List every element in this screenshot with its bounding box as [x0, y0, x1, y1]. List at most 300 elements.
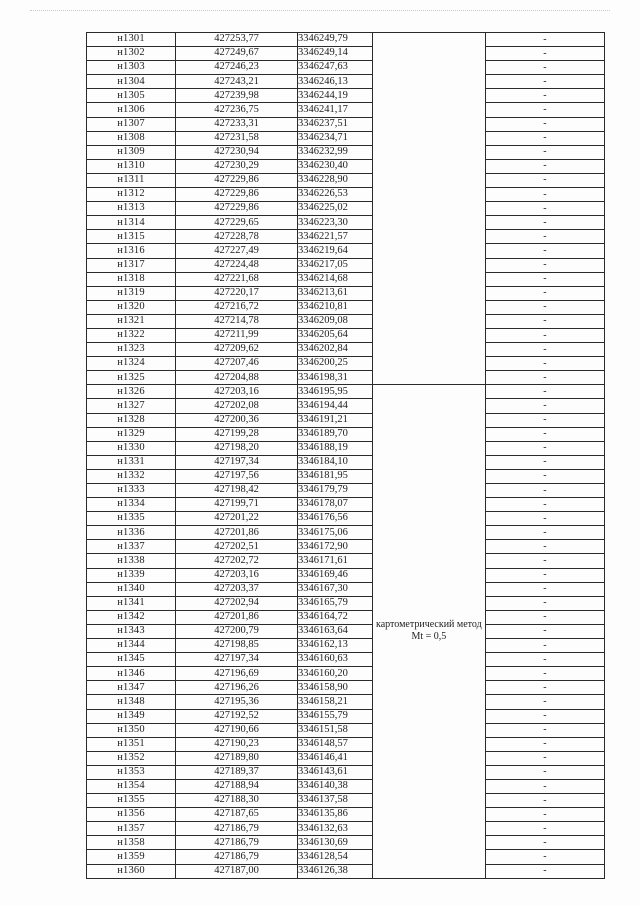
table-row	[87, 75, 605, 89]
table-row	[87, 188, 605, 202]
table-row	[87, 343, 605, 357]
y-coordinate-cell: 3346137,58	[298, 794, 373, 808]
y-coordinate-cell: 3346189,70	[298, 427, 373, 441]
y-coordinate-cell: 3346178,07	[298, 498, 373, 512]
y-coordinate-cell: 3346230,40	[298, 159, 373, 173]
x-coordinate-cell: 427253,77	[176, 33, 298, 47]
y-coordinate-cell: 3346167,30	[298, 582, 373, 596]
y-coordinate-cell: 3346228,90	[298, 173, 373, 187]
point-name-cell: н1346	[87, 667, 176, 681]
note-cell: -	[485, 328, 604, 342]
point-name-cell: н1354	[87, 779, 176, 793]
point-name-cell: н1331	[87, 455, 176, 469]
table-row	[87, 751, 605, 765]
y-coordinate-cell: 3346249,14	[298, 47, 373, 61]
note-cell: -	[485, 667, 604, 681]
x-coordinate-cell: 427192,52	[176, 709, 298, 723]
point-name-cell: н1353	[87, 765, 176, 779]
note-cell: -	[485, 202, 604, 216]
note-cell: -	[485, 822, 604, 836]
y-coordinate-cell: 3346195,95	[298, 385, 373, 399]
point-name-cell: н1312	[87, 188, 176, 202]
table-row	[87, 131, 605, 145]
table-row	[87, 216, 605, 230]
point-name-cell: н1335	[87, 512, 176, 526]
y-coordinate-cell: 3346205,64	[298, 328, 373, 342]
table-row	[87, 61, 605, 75]
x-coordinate-cell: 427243,21	[176, 75, 298, 89]
coordinates-table	[86, 32, 605, 879]
note-cell: -	[485, 526, 604, 540]
x-coordinate-cell: 427201,22	[176, 512, 298, 526]
note-cell: -	[485, 568, 604, 582]
point-name-cell: н1324	[87, 357, 176, 371]
x-coordinate-cell: 427207,46	[176, 357, 298, 371]
point-name-cell: н1328	[87, 413, 176, 427]
x-coordinate-cell: 427239,98	[176, 89, 298, 103]
x-coordinate-cell: 427197,56	[176, 469, 298, 483]
table-row	[87, 455, 605, 469]
y-coordinate-cell: 3346221,57	[298, 230, 373, 244]
note-cell: -	[485, 300, 604, 314]
table-row	[87, 244, 605, 258]
note-cell: -	[485, 441, 604, 455]
note-cell: -	[485, 230, 604, 244]
table-row	[87, 765, 605, 779]
x-coordinate-cell: 427198,20	[176, 441, 298, 455]
point-name-cell: н1338	[87, 554, 176, 568]
y-coordinate-cell: 3346130,69	[298, 836, 373, 850]
x-coordinate-cell: 427200,36	[176, 413, 298, 427]
note-cell: -	[485, 751, 604, 765]
note-cell: -	[485, 779, 604, 793]
table-row	[87, 117, 605, 131]
x-coordinate-cell: 427221,68	[176, 272, 298, 286]
y-coordinate-cell: 3346194,44	[298, 399, 373, 413]
note-cell: -	[485, 850, 604, 864]
note-cell: -	[485, 681, 604, 695]
point-name-cell: н1323	[87, 343, 176, 357]
x-coordinate-cell: 427189,80	[176, 751, 298, 765]
point-name-cell: н1319	[87, 286, 176, 300]
x-coordinate-cell: 427187,00	[176, 864, 298, 878]
table-row	[87, 47, 605, 61]
note-cell: -	[485, 540, 604, 554]
note-cell: -	[485, 61, 604, 75]
table-row	[87, 385, 605, 399]
note-cell: -	[485, 173, 604, 187]
x-coordinate-cell: 427188,94	[176, 779, 298, 793]
y-coordinate-cell: 3346214,68	[298, 272, 373, 286]
point-name-cell: н1305	[87, 89, 176, 103]
point-name-cell: н1310	[87, 159, 176, 173]
table-row	[87, 103, 605, 117]
point-name-cell: н1321	[87, 314, 176, 328]
note-cell: -	[485, 864, 604, 878]
point-name-cell: н1348	[87, 695, 176, 709]
point-name-cell: н1352	[87, 751, 176, 765]
y-coordinate-cell: 3346217,05	[298, 258, 373, 272]
table-row	[87, 272, 605, 286]
x-coordinate-cell: 427202,08	[176, 399, 298, 413]
y-coordinate-cell: 3346165,79	[298, 596, 373, 610]
y-coordinate-cell: 3346184,10	[298, 455, 373, 469]
y-coordinate-cell: 3346158,21	[298, 695, 373, 709]
point-name-cell: н1343	[87, 624, 176, 638]
y-coordinate-cell: 3346244,19	[298, 89, 373, 103]
note-cell: -	[485, 188, 604, 202]
x-coordinate-cell: 427201,86	[176, 526, 298, 540]
y-coordinate-cell: 3346172,90	[298, 540, 373, 554]
table-row	[87, 695, 605, 709]
table-row	[87, 667, 605, 681]
table-row	[87, 723, 605, 737]
point-name-cell: н1356	[87, 808, 176, 822]
note-cell: -	[485, 413, 604, 427]
note-cell: -	[485, 244, 604, 258]
y-coordinate-cell: 3346160,63	[298, 653, 373, 667]
point-name-cell: н1341	[87, 596, 176, 610]
point-name-cell: н1309	[87, 145, 176, 159]
note-cell: -	[485, 808, 604, 822]
point-name-cell: н1316	[87, 244, 176, 258]
x-coordinate-cell: 427230,94	[176, 145, 298, 159]
point-name-cell: н1303	[87, 61, 176, 75]
x-coordinate-cell: 427236,75	[176, 103, 298, 117]
x-coordinate-cell: 427209,62	[176, 343, 298, 357]
y-coordinate-cell: 3346140,38	[298, 779, 373, 793]
table-row	[87, 159, 605, 173]
y-coordinate-cell: 3346241,17	[298, 103, 373, 117]
table-row	[87, 779, 605, 793]
x-coordinate-cell: 427189,37	[176, 765, 298, 779]
x-coordinate-cell: 427202,94	[176, 596, 298, 610]
y-coordinate-cell: 3346171,61	[298, 554, 373, 568]
point-name-cell: н1325	[87, 371, 176, 385]
table-row	[87, 610, 605, 624]
x-coordinate-cell: 427224,48	[176, 258, 298, 272]
note-cell: -	[485, 709, 604, 723]
x-coordinate-cell: 427220,17	[176, 286, 298, 300]
x-coordinate-cell: 427190,23	[176, 737, 298, 751]
y-coordinate-cell: 3346155,79	[298, 709, 373, 723]
y-coordinate-cell: 3346126,38	[298, 864, 373, 878]
table-row	[87, 639, 605, 653]
x-coordinate-cell: 427196,69	[176, 667, 298, 681]
x-coordinate-cell: 427197,34	[176, 653, 298, 667]
x-coordinate-cell: 427186,79	[176, 850, 298, 864]
note-cell: -	[485, 75, 604, 89]
point-name-cell: н1334	[87, 498, 176, 512]
y-coordinate-cell: 3346202,84	[298, 343, 373, 357]
note-cell: -	[485, 455, 604, 469]
y-coordinate-cell: 3346226,53	[298, 188, 373, 202]
table-row	[87, 371, 605, 385]
table-row	[87, 33, 605, 47]
method-text: картометрический метод Mt = 0,5	[376, 618, 482, 643]
y-coordinate-cell: 3346163,64	[298, 624, 373, 638]
point-name-cell: н1358	[87, 836, 176, 850]
x-coordinate-cell: 427202,72	[176, 554, 298, 568]
table-row	[87, 145, 605, 159]
point-name-cell: н1327	[87, 399, 176, 413]
x-coordinate-cell: 427203,16	[176, 385, 298, 399]
note-cell: -	[485, 484, 604, 498]
y-coordinate-cell: 3346128,54	[298, 850, 373, 864]
table-row	[87, 681, 605, 695]
y-coordinate-cell: 3346237,51	[298, 117, 373, 131]
point-name-cell: н1342	[87, 610, 176, 624]
x-coordinate-cell: 427229,86	[176, 202, 298, 216]
point-name-cell: н1339	[87, 568, 176, 582]
point-name-cell: н1311	[87, 173, 176, 187]
x-coordinate-cell: 427229,86	[176, 188, 298, 202]
point-name-cell: н1307	[87, 117, 176, 131]
x-coordinate-cell: 427211,99	[176, 328, 298, 342]
y-coordinate-cell: 3346223,30	[298, 216, 373, 230]
note-cell: -	[485, 89, 604, 103]
table-row	[87, 512, 605, 526]
y-coordinate-cell: 3346188,19	[298, 441, 373, 455]
x-coordinate-cell: 427227,49	[176, 244, 298, 258]
y-coordinate-cell: 3346162,13	[298, 639, 373, 653]
note-cell: -	[485, 765, 604, 779]
x-coordinate-cell: 427203,37	[176, 582, 298, 596]
note-cell: -	[485, 723, 604, 737]
table-row	[87, 596, 605, 610]
table-row	[87, 484, 605, 498]
table-row	[87, 624, 605, 638]
table-row	[87, 413, 605, 427]
x-coordinate-cell: 427229,86	[176, 173, 298, 187]
y-coordinate-cell: 3346247,63	[298, 61, 373, 75]
point-name-cell: н1351	[87, 737, 176, 751]
point-name-cell: н1314	[87, 216, 176, 230]
note-cell: -	[485, 216, 604, 230]
point-name-cell: н1360	[87, 864, 176, 878]
point-name-cell: н1347	[87, 681, 176, 695]
note-cell: -	[485, 498, 604, 512]
x-coordinate-cell: 427188,30	[176, 794, 298, 808]
table-row	[87, 399, 605, 413]
point-name-cell: н1350	[87, 723, 176, 737]
point-name-cell: н1359	[87, 850, 176, 864]
note-cell: -	[485, 343, 604, 357]
table-row	[87, 173, 605, 187]
x-coordinate-cell: 427186,79	[176, 836, 298, 850]
point-name-cell: н1301	[87, 33, 176, 47]
note-cell: -	[485, 469, 604, 483]
table-row	[87, 568, 605, 582]
y-coordinate-cell: 3346198,31	[298, 371, 373, 385]
table-row	[87, 864, 605, 878]
y-coordinate-cell: 3346249,79	[298, 33, 373, 47]
note-cell: -	[485, 582, 604, 596]
note-cell: -	[485, 103, 604, 117]
point-name-cell: н1315	[87, 230, 176, 244]
y-coordinate-cell: 3346143,61	[298, 765, 373, 779]
table-row	[87, 794, 605, 808]
table-row	[87, 314, 605, 328]
point-name-cell: н1318	[87, 272, 176, 286]
y-coordinate-cell: 3346200,25	[298, 357, 373, 371]
note-cell: -	[485, 131, 604, 145]
table-row	[87, 526, 605, 540]
x-coordinate-cell: 427228,78	[176, 230, 298, 244]
y-coordinate-cell: 3346132,63	[298, 822, 373, 836]
table-row	[87, 850, 605, 864]
point-name-cell: н1320	[87, 300, 176, 314]
note-cell: -	[485, 145, 604, 159]
note-cell: -	[485, 272, 604, 286]
note-cell: -	[485, 610, 604, 624]
note-cell: -	[485, 371, 604, 385]
y-coordinate-cell: 3346146,41	[298, 751, 373, 765]
note-cell: -	[485, 47, 604, 61]
y-coordinate-cell: 3346213,61	[298, 286, 373, 300]
note-cell: -	[485, 159, 604, 173]
x-coordinate-cell: 427246,23	[176, 61, 298, 75]
table-row	[87, 808, 605, 822]
y-coordinate-cell: 3346181,95	[298, 469, 373, 483]
note-cell: -	[485, 314, 604, 328]
y-coordinate-cell: 3346234,71	[298, 131, 373, 145]
note-cell: -	[485, 512, 604, 526]
table-row	[87, 286, 605, 300]
note-cell: -	[485, 836, 604, 850]
x-coordinate-cell: 427199,28	[176, 427, 298, 441]
point-name-cell: н1317	[87, 258, 176, 272]
y-coordinate-cell: 3346135,86	[298, 808, 373, 822]
method-cell-upper	[372, 33, 485, 385]
table-row	[87, 230, 605, 244]
note-cell: -	[485, 357, 604, 371]
table-row	[87, 427, 605, 441]
note-cell: -	[485, 624, 604, 638]
table-row	[87, 836, 605, 850]
y-coordinate-cell: 3346209,08	[298, 314, 373, 328]
note-cell: -	[485, 794, 604, 808]
table-row	[87, 737, 605, 751]
y-coordinate-cell: 3346158,90	[298, 681, 373, 695]
x-coordinate-cell: 427204,88	[176, 371, 298, 385]
point-name-cell: н1326	[87, 385, 176, 399]
table-row	[87, 822, 605, 836]
point-name-cell: н1302	[87, 47, 176, 61]
note-cell: -	[485, 258, 604, 272]
table-row	[87, 300, 605, 314]
table-row	[87, 328, 605, 342]
point-name-cell: н1355	[87, 794, 176, 808]
point-name-cell: н1306	[87, 103, 176, 117]
x-coordinate-cell: 427214,78	[176, 314, 298, 328]
x-coordinate-cell: 427198,85	[176, 639, 298, 653]
note-cell: -	[485, 596, 604, 610]
point-name-cell: н1337	[87, 540, 176, 554]
y-coordinate-cell: 3346148,57	[298, 737, 373, 751]
point-name-cell: н1329	[87, 427, 176, 441]
y-coordinate-cell: 3346179,79	[298, 484, 373, 498]
note-cell: -	[485, 737, 604, 751]
x-coordinate-cell: 427196,26	[176, 681, 298, 695]
table-row	[87, 441, 605, 455]
x-coordinate-cell: 427216,72	[176, 300, 298, 314]
x-coordinate-cell: 427249,67	[176, 47, 298, 61]
y-coordinate-cell: 3346175,06	[298, 526, 373, 540]
note-cell: -	[485, 33, 604, 47]
note-cell: -	[485, 695, 604, 709]
scan-artifact-line	[30, 10, 610, 15]
method-cell-lower	[372, 385, 485, 878]
point-name-cell: н1330	[87, 441, 176, 455]
y-coordinate-cell: 3346176,56	[298, 512, 373, 526]
point-name-cell: н1304	[87, 75, 176, 89]
note-cell: -	[485, 427, 604, 441]
point-name-cell: н1313	[87, 202, 176, 216]
point-name-cell: н1332	[87, 469, 176, 483]
table-row	[87, 357, 605, 371]
point-name-cell: н1340	[87, 582, 176, 596]
table-row	[87, 202, 605, 216]
note-cell: -	[485, 385, 604, 399]
point-name-cell: н1308	[87, 131, 176, 145]
coordinates-table-body	[87, 33, 605, 879]
x-coordinate-cell: 427197,34	[176, 455, 298, 469]
note-cell: -	[485, 286, 604, 300]
x-coordinate-cell: 427186,79	[176, 822, 298, 836]
x-coordinate-cell: 427198,42	[176, 484, 298, 498]
y-coordinate-cell: 3346219,64	[298, 244, 373, 258]
y-coordinate-cell: 3346191,21	[298, 413, 373, 427]
x-coordinate-cell: 427229,65	[176, 216, 298, 230]
y-coordinate-cell: 3346232,99	[298, 145, 373, 159]
note-cell: -	[485, 399, 604, 413]
point-name-cell: н1322	[87, 328, 176, 342]
x-coordinate-cell: 427201,86	[176, 610, 298, 624]
point-name-cell: н1336	[87, 526, 176, 540]
note-cell: -	[485, 653, 604, 667]
table-row	[87, 258, 605, 272]
note-cell: -	[485, 554, 604, 568]
point-name-cell: н1345	[87, 653, 176, 667]
y-coordinate-cell: 3346169,46	[298, 568, 373, 582]
table-row	[87, 709, 605, 723]
table-row	[87, 554, 605, 568]
x-coordinate-cell: 427230,29	[176, 159, 298, 173]
x-coordinate-cell: 427231,58	[176, 131, 298, 145]
y-coordinate-cell: 3346246,13	[298, 75, 373, 89]
x-coordinate-cell: 427202,51	[176, 540, 298, 554]
x-coordinate-cell: 427203,16	[176, 568, 298, 582]
table-row	[87, 498, 605, 512]
table-row	[87, 89, 605, 103]
note-cell: -	[485, 117, 604, 131]
x-coordinate-cell: 427200,79	[176, 624, 298, 638]
x-coordinate-cell: 427187,65	[176, 808, 298, 822]
point-name-cell: н1344	[87, 639, 176, 653]
point-name-cell: н1333	[87, 484, 176, 498]
y-coordinate-cell: 3346151,58	[298, 723, 373, 737]
x-coordinate-cell: 427195,36	[176, 695, 298, 709]
table-row	[87, 582, 605, 596]
x-coordinate-cell: 427233,31	[176, 117, 298, 131]
y-coordinate-cell: 3346225,02	[298, 202, 373, 216]
point-name-cell: н1357	[87, 822, 176, 836]
y-coordinate-cell: 3346164,72	[298, 610, 373, 624]
x-coordinate-cell: 427190,66	[176, 723, 298, 737]
table-row	[87, 469, 605, 483]
note-cell: -	[485, 639, 604, 653]
